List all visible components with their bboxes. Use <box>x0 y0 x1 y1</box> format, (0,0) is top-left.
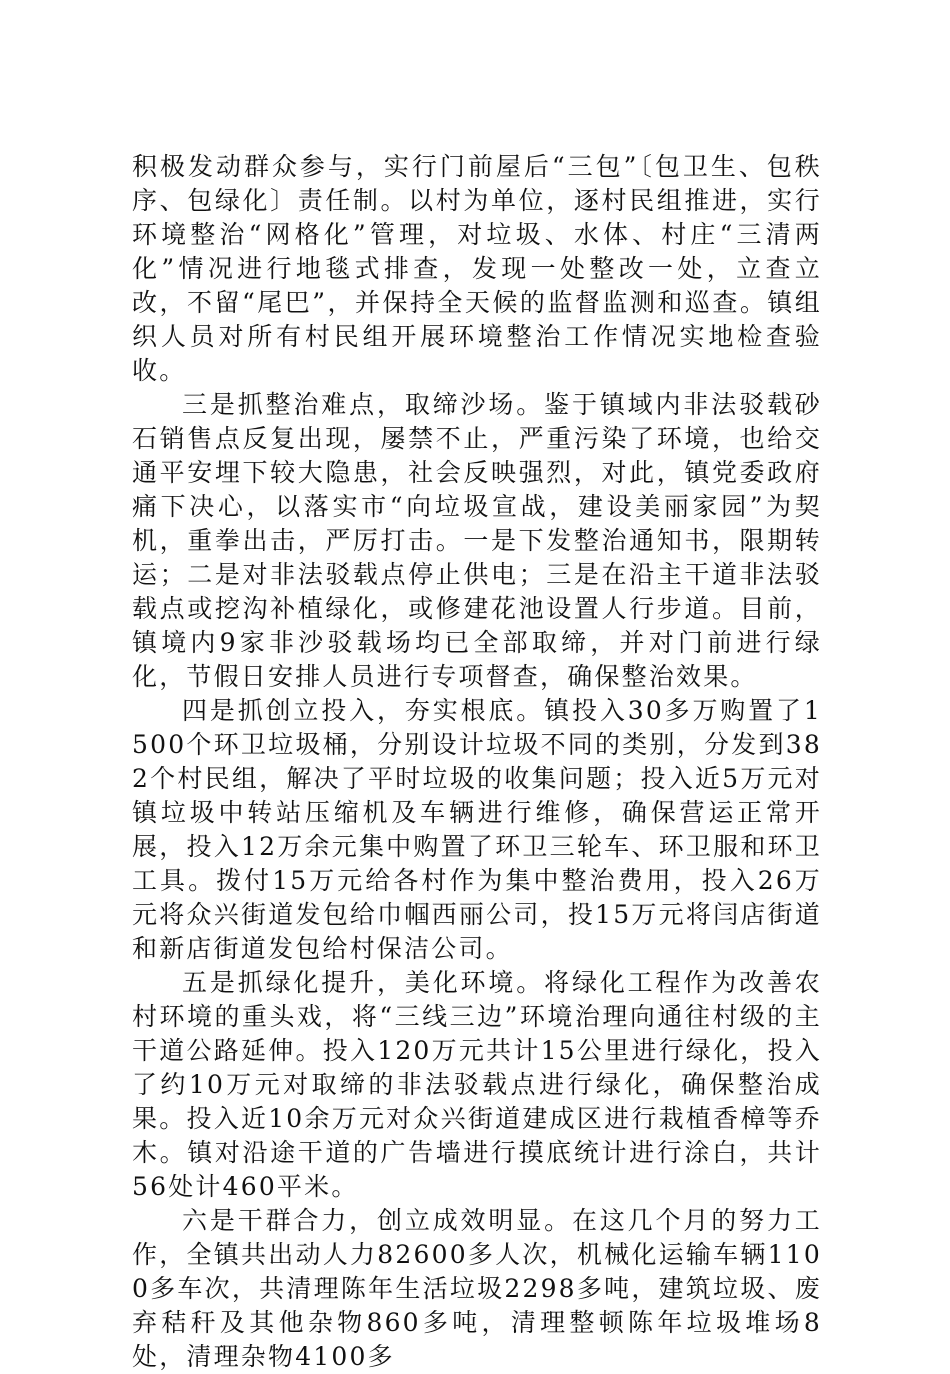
paragraph-investment: 四是抓创立投入，夯实根底。镇投入30多万购置了1500个环卫垃圾桶，分别设计垃圾不同的类别，分发到382个村民组，解决了平时垃圾的收集问题；投入近5万元对镇垃圾中转站压缩机及车辆进行维修，确保营运正常开展，投入12万余元集中购置了环卫三轮车、环卫服和环卫工具。拨付15万元给各村作为集中整治费用，投入26万元将众兴街道发包给巾帼西丽公司，投15万元将闫店街道和新店街道发包给村保洁公司。 <box>132 696 822 963</box>
paragraph-results: 六是干群合力，创立成效明显。在这几个月的努力工作，全镇共出动人力82600多人次，机械化运输车辆1100多车次，共清理陈年生活垃圾2298多吨，建筑垃圾、废弃秸秆及其他杂物860多吨，清理整顿陈年垃圾堆场8处，清理杂物4100多 <box>132 1206 822 1371</box>
paragraph-sand-site-remediation: 三是抓整治难点，取缔沙场。鉴于镇域内非法驳载砂石销售点反复出现，屡禁不止，严重污染了环境，也给交通平安埋下较大隐患，社会反映强烈，对此，镇党委政府痛下决心，以落实市“向垃圾宣战，建设美丽家园”为契机，重拳出击，严厉打击。一是下发整治通知书，限期转运；二是对非法驳载点停止供电；三是在沿主干道非法驳载点或挖沟补植绿化，或修建花池设置人行步道。目前，镇境内9家非沙驳载场均已全部取缔，并对门前进行绿化，节假日安排人员进行专项督查，确保整治效果。 <box>132 390 822 691</box>
paragraph-greening: 五是抓绿化提升，美化环境。将绿化工程作为改善农村环境的重头戏，将“三线三边”环境治理向通往村级的主干道公路延伸。投入120万元共计15公里进行绿化，投入了约10万元对取缔的非法驳载点进行绿化，确保整治成果。投入近10余万元对众兴街道建成区进行栽植香樟等乔木。镇对沿途干道的广告墙进行摸底统计进行涂白，共计56处计460平米。 <box>132 968 822 1201</box>
document-body <box>132 150 822 1374</box>
paragraph-continued: 积极发动群众参与，实行门前屋后“三包”〔包卫生、包秩序、包绿化〕责任制。以村为单位，逐村民组推进，实行环境整治“网格化”管理，对垃圾、水体、村庄“三清两化”情况进行地毯式排查，发现一处整改一处，立查立改，不留“尾巴”，并保持全天候的监督监测和巡查。镇组织人员对所有村民组开展环境整治工作情况实地检查验收。 <box>132 152 822 385</box>
